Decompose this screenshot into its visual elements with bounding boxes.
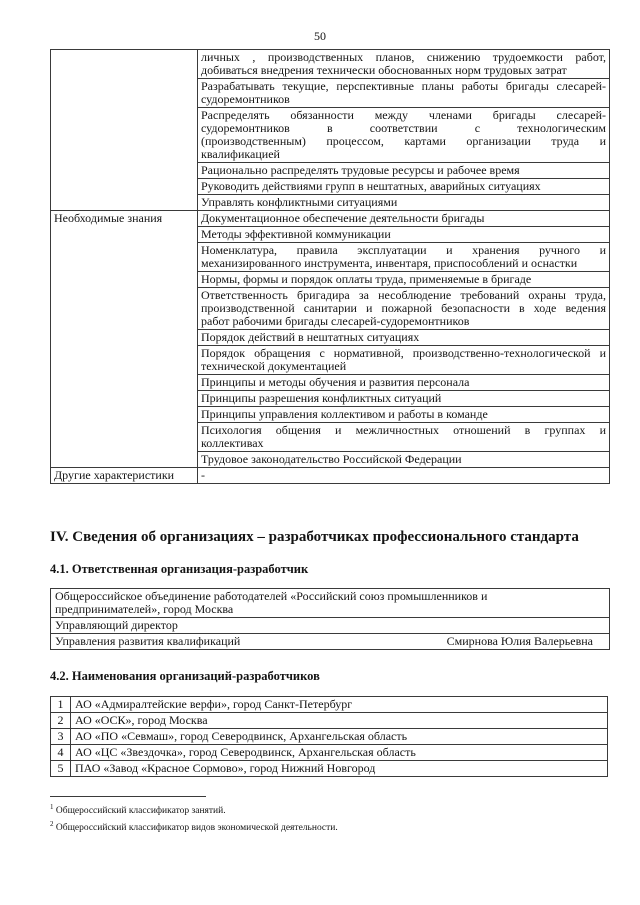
- item-cell: [198, 195, 610, 211]
- item-line: -: [201, 468, 205, 482]
- item-cell: [198, 227, 610, 243]
- responsible-org-box: [50, 588, 610, 650]
- footnote-text: Общероссийский классификатор занятий.: [55, 806, 226, 817]
- developers-table: [50, 696, 608, 777]
- item-line: Руководить действиями групп в нештатных, аварийных ситуациях: [201, 179, 541, 193]
- item-cell: [198, 346, 610, 375]
- category-cell: Другие характеристики: [51, 468, 198, 484]
- footnotes: [50, 801, 338, 835]
- developer-number: 1: [51, 697, 71, 713]
- table-row: [51, 761, 608, 777]
- org-position: Управляющий директор: [51, 618, 609, 634]
- item-line: Порядок обращения с нормативной, производственно-технологической и: [201, 346, 606, 360]
- page-number: 50: [314, 29, 326, 43]
- item-line: Номенклатура, правила эксплуатации и хранения ручного и: [201, 243, 606, 257]
- footnote-mark: 2: [50, 820, 54, 829]
- item-cell: [198, 407, 610, 423]
- org-name: [51, 589, 609, 618]
- item-line: Нормы, формы и порядок оплаты труда, применяемые в бригаде: [201, 272, 532, 286]
- footnote-rule: [50, 796, 206, 797]
- item-line: судоремонтников: [201, 92, 290, 106]
- item-line: Принципы и методы обучения и развития персонала: [201, 375, 470, 389]
- item-cell: [198, 179, 610, 195]
- table-row: [51, 468, 610, 484]
- item-cell: [198, 423, 610, 452]
- table-row: [51, 745, 608, 761]
- item-line: Трудовое законодательство Российской Федерации: [201, 452, 462, 466]
- org-signature-row: [51, 634, 609, 649]
- item-line: Разрабатывать текущие, перспективные планы работы бригады слесарей-: [201, 79, 606, 93]
- table-row: [51, 697, 608, 713]
- developer-name: АО «Адмиралтейские верфи», город Санкт-Петербург: [71, 697, 608, 713]
- item-line: (производственным) процессом, картами организации труда и: [201, 134, 606, 148]
- item-cell: [198, 211, 610, 227]
- item-cell: [198, 468, 610, 484]
- item-line: работ рабочими бригады слесарей-судоремонтников: [201, 314, 470, 328]
- item-cell: [198, 108, 610, 163]
- footnote: [50, 801, 338, 818]
- item-line: Рационально распределять трудовые ресурсы и рабочее время: [201, 163, 520, 177]
- developer-number: 2: [51, 713, 71, 729]
- item-line: Ответственность бригадира за несоблюдение требований охраны труда,: [201, 288, 606, 302]
- item-line: Документационное обеспечение деятельности бригады: [201, 211, 485, 225]
- item-line: Распределять обязанности между членами бригады слесарей-: [201, 108, 606, 122]
- item-line: Принципы управления коллективом и работы в команде: [201, 407, 488, 421]
- table-row: [51, 211, 610, 227]
- item-cell: [198, 50, 610, 79]
- item-cell: [198, 330, 610, 346]
- item-cell: [198, 163, 610, 179]
- item-line: квалификацией: [201, 147, 280, 161]
- footnote: [50, 818, 338, 835]
- item-cell: [198, 288, 610, 330]
- developer-number: 4: [51, 745, 71, 761]
- section-title: IV. Сведения об организациях – разработчиках профессионального стандарта: [50, 529, 579, 545]
- item-cell: [198, 272, 610, 288]
- item-cell: [198, 375, 610, 391]
- subsection-developers: 4.2. Наименования организаций-разработчиков: [50, 669, 320, 683]
- table-row: [51, 713, 608, 729]
- item-line: Порядок действий в нештатных ситуациях: [201, 330, 420, 344]
- table-row: [51, 729, 608, 745]
- developer-number: 3: [51, 729, 71, 745]
- item-cell: [198, 452, 610, 468]
- org-person: Смирнова Юлия Валерьевна: [446, 634, 593, 648]
- table-row: [51, 50, 610, 79]
- item-line: Управлять конфликтными ситуациями: [201, 195, 398, 209]
- item-line: личных , производственных планов, снижению трудоемкости работ,: [201, 50, 606, 64]
- item-cell: [198, 243, 610, 272]
- org-department: Управления развития квалификаций: [55, 634, 241, 648]
- item-line: технической документацией: [201, 359, 347, 373]
- developer-number: 5: [51, 761, 71, 777]
- item-line: коллективах: [201, 436, 264, 450]
- category-cell: Необходимые знания: [51, 211, 198, 468]
- item-line: Принципы разрешения конфликтных ситуаций: [201, 391, 442, 405]
- item-cell: [198, 79, 610, 108]
- footnote-text: Общероссийский классификатор видов экономической деятельности.: [55, 823, 338, 834]
- item-line: добиваться внедрения технически обоснованных норм трудовых затрат: [201, 63, 567, 77]
- item-line: Методы эффективной коммуникации: [201, 227, 391, 241]
- competency-table: [50, 49, 610, 484]
- org-name-line: Общероссийское объединение работодателей «Российский союз промышленников и: [55, 589, 488, 603]
- subsection-responsible-org: 4.1. Ответственная организация-разработчик: [50, 562, 309, 576]
- developer-name: АО «ПО «Севмаш», город Северодвинск, Архангельская область: [71, 729, 608, 745]
- item-line: производственной санитарии и пожарной безопасности в ходе ведения: [201, 301, 606, 315]
- developer-name: АО «ЦС «Звездочка», город Северодвинск, Архангельская область: [71, 745, 608, 761]
- developer-name: ПАО «Завод «Красное Сормово», город Нижний Новгород: [71, 761, 608, 777]
- item-line: Психология общения и межличностных отношений в группах и: [201, 423, 606, 437]
- footnote-mark: 1: [50, 803, 54, 811]
- org-name-line: предпринимателей», город Москва: [55, 602, 234, 616]
- category-cell: [51, 50, 198, 211]
- item-line: механизированного инструмента, инвентаря, приспособлений и оснастки: [201, 256, 578, 270]
- developer-name: АО «ОСК», город Москва: [71, 713, 608, 729]
- item-line: судоремонтников в соответствии с технологическим: [201, 121, 606, 135]
- item-cell: [198, 391, 610, 407]
